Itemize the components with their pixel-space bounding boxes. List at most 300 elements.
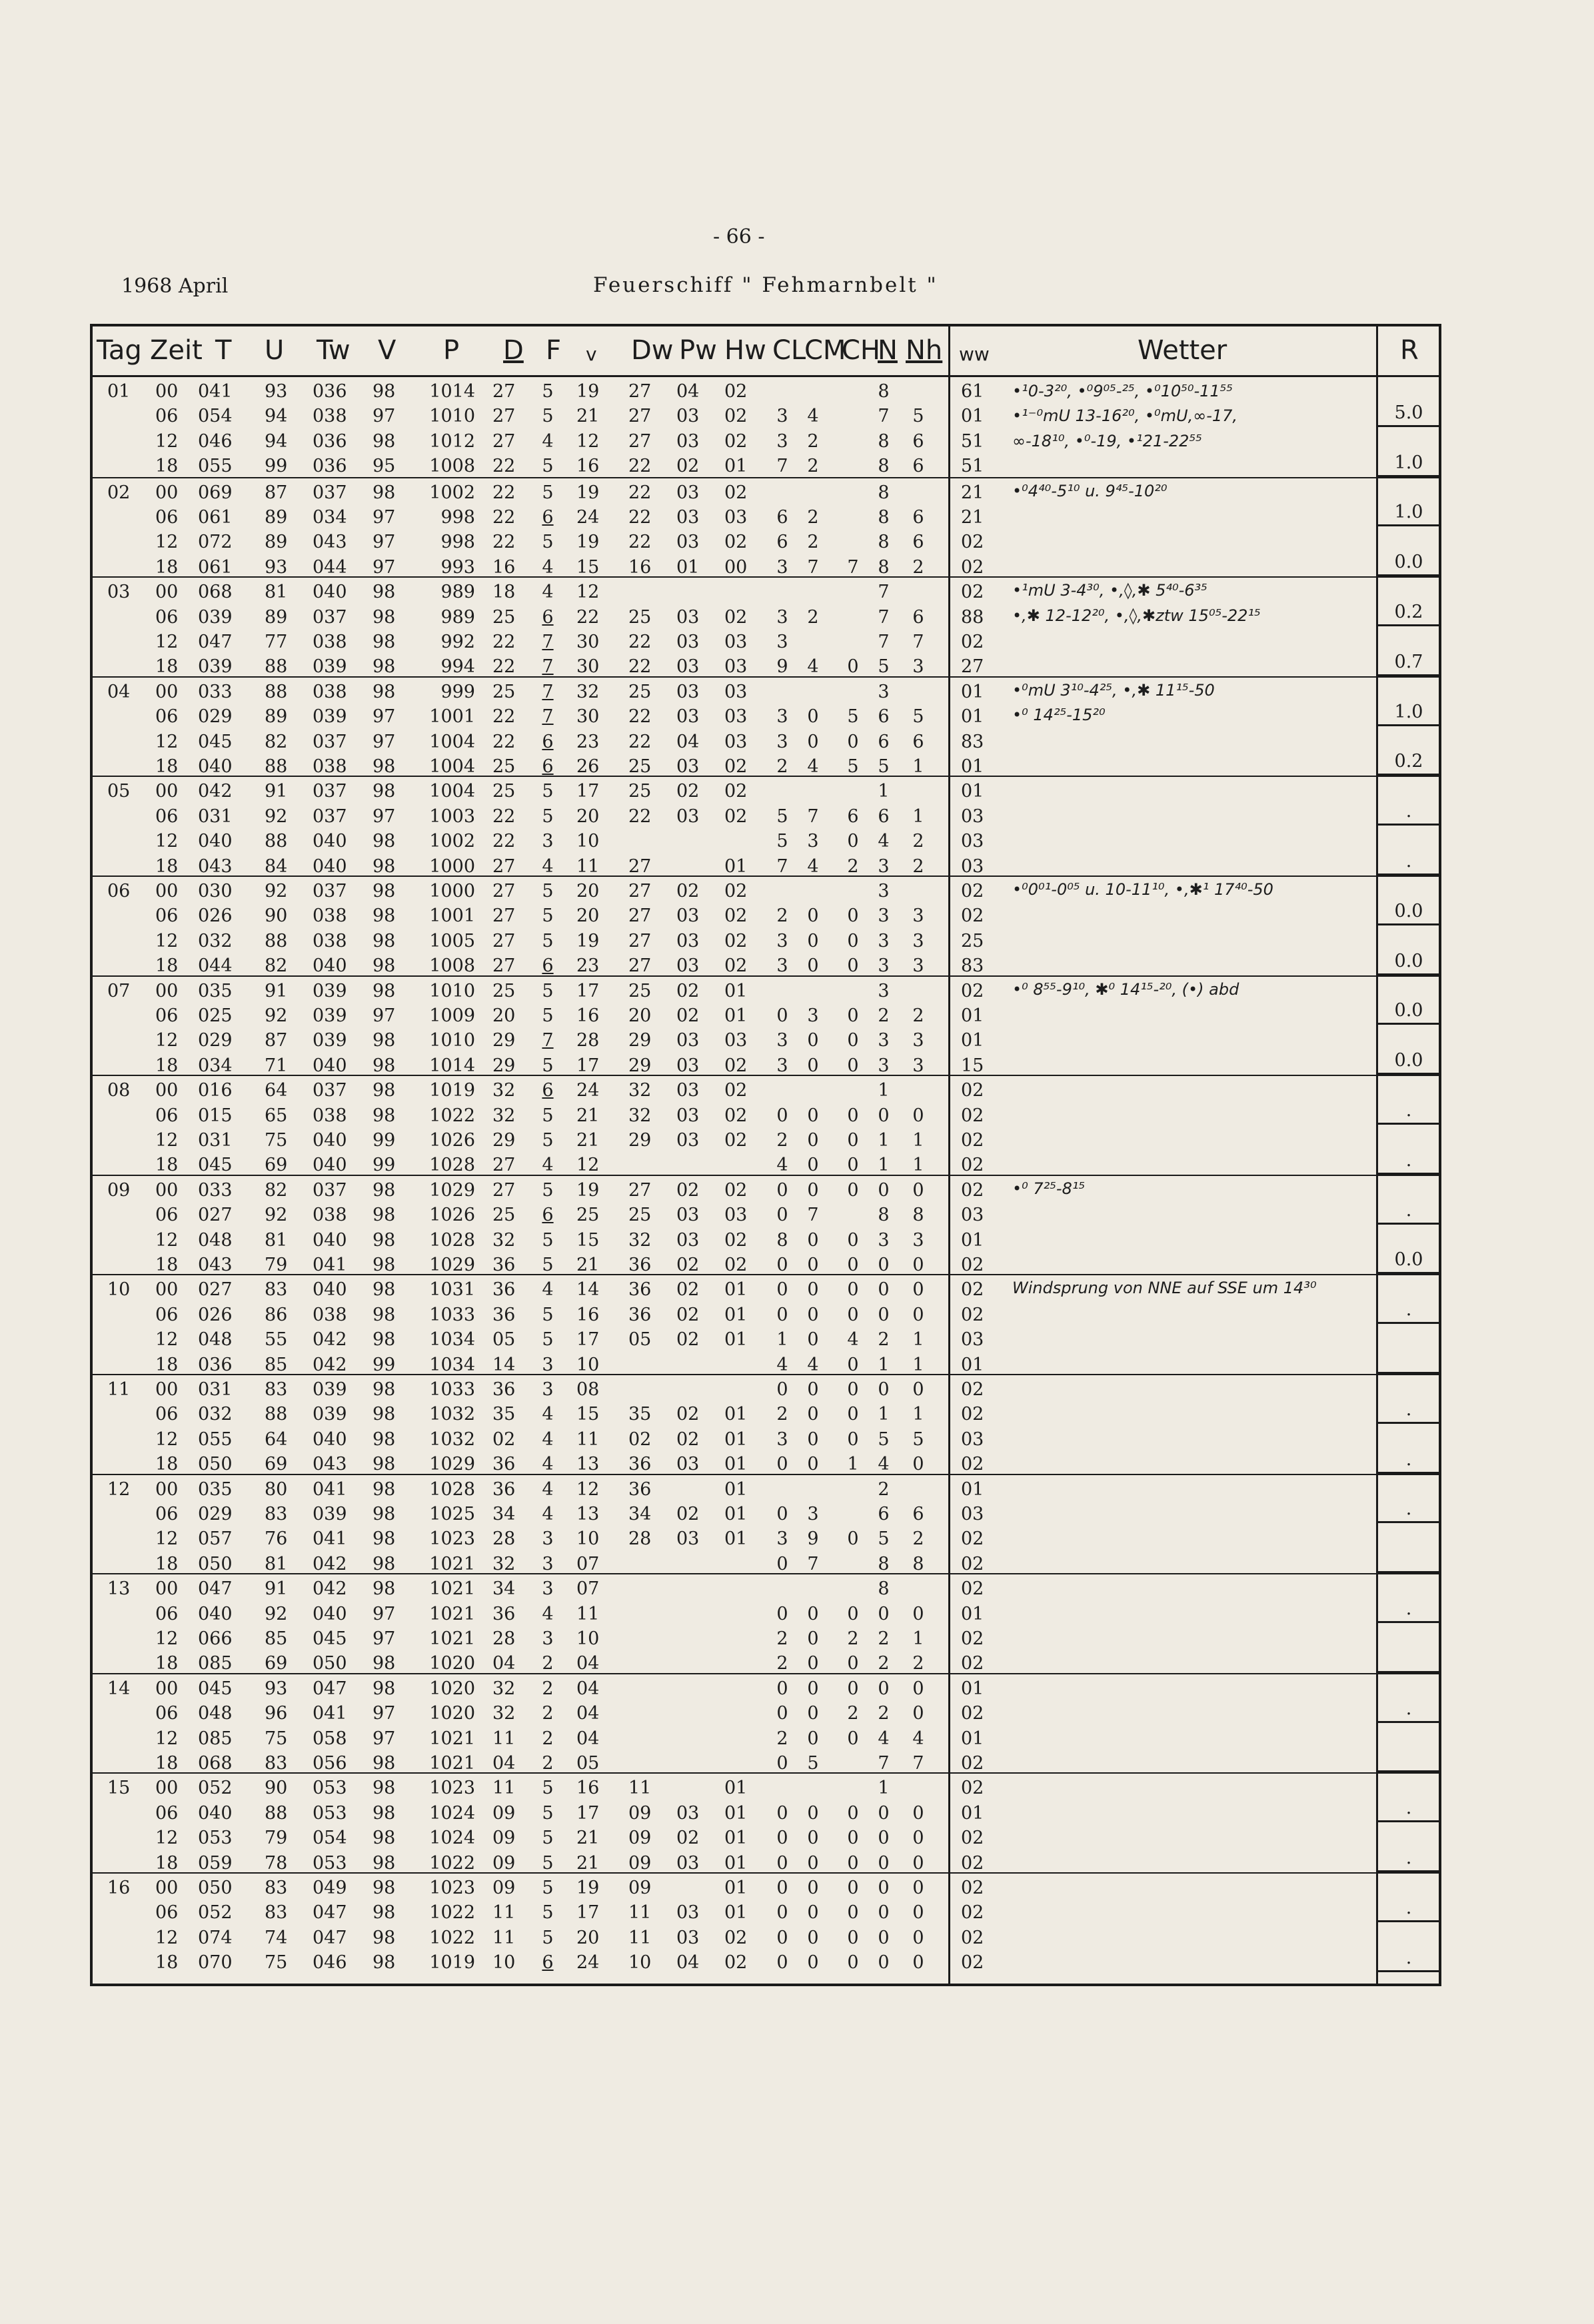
f-cell: 4 (542, 856, 554, 877)
zeit-cell: 06 (155, 1503, 179, 1524)
f-cell: 6 (542, 955, 554, 977)
d-cell: 32 (492, 1105, 516, 1126)
hw-cell: 01 (724, 1528, 748, 1550)
ww-cell: 02 (961, 1155, 984, 1176)
f-cell: 5 (542, 1129, 554, 1151)
u-cell: 92 (265, 1603, 288, 1624)
n-cell: 1 (878, 1354, 890, 1375)
cl-cell: 0 (776, 1503, 788, 1524)
r-cell (1376, 1523, 1441, 1573)
u-cell: 71 (265, 1055, 288, 1076)
table-row (93, 1776, 1439, 1800)
ww-cell: 01 (961, 1802, 984, 1824)
ww-cell: 01 (961, 1678, 984, 1699)
zeit-cell: 18 (155, 1055, 179, 1076)
table-row (93, 1602, 1439, 1626)
nh-cell: 0 (912, 1279, 924, 1301)
hw-cell: 01 (724, 1902, 748, 1924)
ww-cell: 02 (961, 1952, 984, 1974)
v2-cell: 20 (576, 881, 600, 901)
u-cell: 83 (265, 1902, 288, 1924)
f-cell: 6 (542, 1952, 554, 1974)
zeit-cell: 18 (155, 1852, 179, 1874)
cm-cell (803, 879, 823, 903)
day-cell: 07 (107, 980, 131, 1001)
v2-cell: 28 (576, 1030, 600, 1051)
table-row (93, 1078, 1439, 1103)
r-value: . (1405, 1299, 1412, 1321)
u-cell: 85 (265, 1354, 288, 1375)
r-cell (1376, 1573, 1441, 1623)
cl-cell (772, 779, 792, 804)
tw-cell: 040 (313, 1155, 347, 1176)
ch-cell: 0 (847, 656, 859, 678)
f-cell: 5 (542, 1802, 554, 1824)
t-cell: 029 (198, 706, 233, 728)
nh-cell: 0 (912, 1105, 924, 1126)
nh-cell: 1 (912, 1628, 924, 1649)
tw-cell: 047 (313, 1902, 347, 1924)
p-cell: 1012 (429, 430, 475, 452)
col-header-r: R (1400, 335, 1419, 366)
cl-cell: 0 (776, 1553, 788, 1574)
table-row (93, 804, 1439, 829)
p-cell: 1001 (429, 905, 475, 927)
tw-cell: 041 (313, 1254, 347, 1275)
t-cell: 052 (198, 1902, 233, 1924)
p-cell: 999 (440, 681, 475, 702)
v-cell: 98 (373, 1653, 396, 1674)
cl-cell: 0 (776, 1379, 788, 1400)
nh-cell: 2 (912, 856, 924, 877)
hw-cell: 03 (724, 656, 748, 678)
r-cell (1376, 477, 1441, 527)
r-value: 0.7 (1394, 651, 1423, 672)
hw-cell: 02 (724, 1129, 748, 1151)
n-cell: 0 (878, 1902, 890, 1924)
ch-cell: 0 (847, 1952, 859, 1974)
r-value: . (1405, 1798, 1412, 1819)
ch-cell: 0 (847, 831, 859, 852)
zeit-cell: 00 (155, 1179, 179, 1201)
dw-cell: 27 (628, 430, 652, 452)
cl-cell: 0 (776, 1005, 788, 1026)
zeit-cell: 00 (155, 881, 179, 901)
nh-cell: 6 (912, 430, 924, 452)
u-cell: 88 (265, 1802, 288, 1824)
v-cell: 98 (373, 856, 396, 877)
d-cell: 22 (492, 706, 516, 728)
v-cell: 98 (373, 1105, 396, 1126)
v2-cell: 08 (576, 1379, 600, 1400)
tw-cell: 036 (313, 430, 347, 452)
ch-cell: 0 (847, 1005, 859, 1026)
col-header-hw: Hw (724, 335, 766, 366)
v-cell: 99 (373, 1129, 396, 1151)
v2-cell: 22 (576, 606, 600, 628)
ch-cell (843, 505, 863, 530)
r-value: . (1405, 1399, 1412, 1420)
t-cell: 039 (198, 656, 233, 678)
zeit-cell: 18 (155, 1553, 179, 1574)
f-cell: 4 (542, 1603, 554, 1624)
pw-cell: 02 (676, 980, 700, 1001)
dw-cell: 28 (628, 1528, 652, 1550)
zeit-cell: 06 (155, 1802, 179, 1824)
cl-cell: 3 (776, 1030, 788, 1051)
r-cell (1376, 1922, 1441, 1972)
cl-cell: 2 (776, 905, 788, 927)
f-cell: 4 (542, 1454, 554, 1475)
v2-cell: 04 (576, 1728, 600, 1749)
cl-cell: 0 (776, 1279, 788, 1301)
nh-cell: 0 (912, 1852, 924, 1874)
col-header-tag: Tag (97, 335, 142, 366)
t-cell: 029 (198, 1030, 233, 1051)
n-cell: 8 (878, 532, 890, 553)
f-cell: 2 (542, 1703, 554, 1724)
d-cell: 34 (492, 1503, 516, 1524)
cl-cell: 3 (776, 930, 788, 951)
p-cell: 1020 (429, 1678, 475, 1699)
r-value: 1.0 (1394, 701, 1423, 722)
ch-cell: 5 (847, 706, 859, 728)
t-cell: 061 (198, 556, 233, 578)
d-cell: 25 (492, 1205, 516, 1226)
p-cell: 998 (440, 532, 475, 553)
tw-cell: 040 (313, 1055, 347, 1076)
cm-cell: 4 (807, 756, 819, 777)
d-cell: 35 (492, 1404, 516, 1425)
table-row (93, 1801, 1439, 1826)
hw-cell: 01 (724, 1503, 748, 1524)
cl-cell: 9 (776, 656, 788, 678)
t-cell: 059 (198, 1852, 233, 1874)
r-cell (1376, 1872, 1441, 1922)
cm-cell (803, 680, 823, 704)
tw-cell: 038 (313, 905, 347, 927)
v-cell: 97 (373, 1603, 396, 1624)
v2-cell: 17 (576, 1329, 600, 1351)
nh-cell: 3 (912, 1055, 924, 1076)
cl-cell: 3 (776, 955, 788, 977)
cl-cell: 0 (776, 1752, 788, 1774)
f-cell: 2 (542, 1752, 554, 1774)
p-cell: 993 (440, 556, 475, 578)
nh-cell: 0 (912, 1603, 924, 1624)
t-cell: 025 (198, 1005, 233, 1026)
d-cell: 32 (492, 1703, 516, 1724)
p-cell: 994 (440, 656, 475, 678)
tw-cell: 037 (313, 781, 347, 802)
n-cell: 1 (878, 1129, 890, 1151)
ch-cell: 0 (847, 1129, 859, 1151)
d-cell: 02 (492, 1429, 516, 1450)
cm-cell: 0 (807, 1254, 819, 1275)
f-cell: 5 (542, 930, 554, 951)
f-cell: 2 (542, 1653, 554, 1674)
v2-cell: 16 (576, 1778, 600, 1799)
ww-cell: 02 (961, 556, 984, 578)
f-cell: 7 (542, 1030, 554, 1051)
ch-cell: 0 (847, 955, 859, 977)
dw-cell: 16 (628, 556, 652, 578)
wetter-remark: •⁰mU 3¹⁰-4²⁵, •,✱ 11¹⁵-50 (1012, 680, 1215, 700)
table-row (93, 1003, 1439, 1028)
ch-cell: 0 (847, 1030, 859, 1051)
dw-cell: 25 (628, 1205, 652, 1226)
zeit-cell: 00 (155, 980, 179, 1001)
cm-cell: 0 (807, 905, 819, 927)
table-row (93, 505, 1439, 530)
cm-cell (803, 1576, 823, 1601)
f-cell: 4 (542, 1279, 554, 1301)
t-cell: 016 (198, 1080, 233, 1101)
t-cell: 047 (198, 631, 233, 652)
table-row (93, 1128, 1439, 1153)
day-block (93, 576, 1439, 676)
v-cell: 98 (373, 1404, 396, 1425)
d-cell: 25 (492, 980, 516, 1001)
f-cell: 4 (542, 1478, 554, 1500)
ww-cell: 88 (961, 606, 984, 628)
v2-cell: 23 (576, 731, 600, 752)
cl-cell: 0 (776, 1105, 788, 1126)
v-cell: 97 (373, 1703, 396, 1724)
u-cell: 89 (265, 532, 288, 553)
v-cell: 98 (373, 1553, 396, 1574)
cl-cell: 3 (776, 606, 788, 628)
v2-cell: 10 (576, 1354, 600, 1375)
u-cell: 69 (265, 1454, 288, 1475)
t-cell: 040 (198, 1802, 233, 1824)
f-cell: 7 (542, 706, 554, 728)
ww-cell: 21 (961, 482, 984, 503)
v-cell: 97 (373, 806, 396, 827)
f-cell: 5 (542, 1055, 554, 1076)
u-cell: 88 (265, 656, 288, 678)
t-cell: 031 (198, 806, 233, 827)
col-header-tw: Tw (317, 335, 351, 366)
t-cell: 040 (198, 831, 233, 852)
day-block (93, 1175, 1439, 1275)
p-cell: 1004 (429, 781, 475, 802)
dw-cell: 25 (628, 681, 652, 702)
zeit-cell: 00 (155, 1578, 179, 1600)
cm-cell: 0 (807, 1105, 819, 1126)
nh-cell (908, 1078, 928, 1103)
r-cell (1376, 1274, 1441, 1324)
r-value: . (1405, 801, 1412, 822)
n-cell: 6 (878, 806, 890, 827)
v-cell: 98 (373, 1778, 396, 1799)
pw-cell: 03 (676, 1129, 700, 1151)
t-cell: 069 (198, 482, 233, 503)
ch-cell: 0 (847, 1254, 859, 1275)
cm-cell (803, 1776, 823, 1800)
u-cell: 92 (265, 806, 288, 827)
cm-cell: 2 (807, 506, 819, 528)
r-value: . (1405, 1199, 1412, 1221)
nh-cell: 1 (912, 1329, 924, 1351)
cl-cell: 0 (776, 1603, 788, 1624)
ww-cell: 01 (961, 706, 984, 728)
hw-cell: 01 (724, 1802, 748, 1824)
cl-cell: 0 (776, 1678, 788, 1699)
r-cell (1376, 875, 1441, 925)
tw-cell: 039 (313, 1503, 347, 1524)
tw-cell: 058 (313, 1728, 347, 1749)
pw-cell: 03 (676, 631, 700, 652)
table-row (93, 1900, 1439, 1925)
n-cell: 2 (878, 1628, 890, 1649)
cl-cell: 5 (776, 806, 788, 827)
tw-cell: 040 (313, 1279, 347, 1301)
ww-cell: 02 (961, 1828, 984, 1849)
r-value: 0.2 (1394, 751, 1423, 772)
n-cell: 8 (878, 381, 890, 402)
tw-cell: 044 (313, 556, 347, 578)
v-cell: 98 (373, 1902, 396, 1924)
u-cell: 82 (265, 731, 288, 752)
n-cell: 2 (878, 1478, 890, 1500)
hw-cell: 01 (724, 1478, 748, 1500)
t-cell: 048 (198, 1229, 233, 1251)
v-cell: 98 (373, 681, 396, 702)
dw-cell: 25 (628, 980, 652, 1001)
ch-cell: 0 (847, 1678, 859, 1699)
t-cell: 048 (198, 1329, 233, 1351)
table-row (93, 1701, 1439, 1726)
n-cell: 3 (878, 955, 890, 977)
tw-cell: 036 (313, 456, 347, 477)
f-cell: 4 (542, 1404, 554, 1425)
dw-cell: 11 (628, 1927, 652, 1948)
d-cell: 27 (492, 1155, 516, 1176)
cm-cell (803, 379, 823, 404)
pw-cell: 03 (676, 706, 700, 728)
f-cell: 5 (542, 980, 554, 1001)
v-cell: 97 (373, 1005, 396, 1026)
v2-cell: 24 (576, 1080, 600, 1101)
p-cell: 1000 (429, 856, 475, 877)
n-cell: 3 (878, 681, 890, 702)
pw-cell: 02 (676, 881, 700, 901)
v-cell: 98 (373, 1279, 396, 1301)
f-cell: 3 (542, 1553, 554, 1574)
hw-cell: 03 (724, 1030, 748, 1051)
pw-cell: 03 (676, 1454, 700, 1475)
dw-cell: 25 (628, 606, 652, 628)
tw-cell: 040 (313, 955, 347, 977)
p-cell: 1005 (429, 930, 475, 951)
hw-cell: 02 (724, 781, 748, 802)
d-cell: 29 (492, 1055, 516, 1076)
r-value: . (1405, 1698, 1412, 1719)
ww-cell: 15 (961, 1055, 984, 1076)
v-cell: 97 (373, 1628, 396, 1649)
dw-cell: 27 (628, 905, 652, 927)
p-cell: 989 (440, 582, 475, 603)
cm-cell: 3 (807, 831, 819, 852)
cl-cell (772, 379, 792, 404)
ch-cell: 0 (847, 1229, 859, 1251)
dw-cell: 29 (628, 1129, 652, 1151)
wetter-remark: •⁰ 14²⁵-15²⁰ (1012, 706, 1106, 725)
nh-cell: 1 (912, 1155, 924, 1176)
n-cell: 7 (878, 406, 890, 427)
f-cell: 2 (542, 1678, 554, 1699)
table-row (93, 1576, 1439, 1601)
f-cell: 6 (542, 1205, 554, 1226)
tw-cell: 054 (313, 1828, 347, 1849)
v2-cell: 25 (576, 1205, 600, 1226)
cm-cell: 0 (807, 1229, 819, 1251)
dw-cell: 27 (628, 856, 652, 877)
table-row (93, 1203, 1439, 1227)
ch-cell (843, 429, 863, 454)
u-cell: 99 (265, 456, 288, 477)
r-cell (1376, 1075, 1441, 1125)
nh-cell: 6 (912, 1503, 924, 1524)
v-cell: 98 (373, 582, 396, 603)
wetter-remark: •⁰0⁰¹-0⁰⁵ u. 10-11¹⁰, •,✱¹ 17⁴⁰-50 (1012, 880, 1273, 899)
p-cell: 1029 (429, 1254, 475, 1275)
t-cell: 031 (198, 1129, 233, 1151)
day-cell: 11 (107, 1379, 131, 1400)
n-cell: 0 (878, 1802, 890, 1824)
wetter-remark: •¹mU 3-4³⁰, •,◊,✱ 5⁴⁰-6³⁵ (1012, 581, 1207, 600)
dw-cell: 10 (628, 1952, 652, 1974)
v2-cell: 19 (576, 482, 600, 503)
r-cell (1376, 526, 1441, 576)
hw-cell: 03 (724, 1205, 748, 1226)
r-value: . (1405, 1598, 1412, 1619)
u-cell: 92 (265, 1005, 288, 1026)
t-cell: 050 (198, 1553, 233, 1574)
pw-cell: 03 (676, 905, 700, 927)
col-header-pw: Pw (679, 335, 717, 366)
tw-cell: 050 (313, 1653, 347, 1674)
pw-cell: 02 (676, 1503, 700, 1524)
v2-cell: 21 (576, 1852, 600, 1874)
table-row (93, 1427, 1439, 1452)
t-cell: 027 (198, 1279, 233, 1301)
hw-cell: 02 (724, 1229, 748, 1251)
dw-cell: 27 (628, 1179, 652, 1201)
r-value: 0.0 (1394, 1249, 1423, 1271)
u-cell: 88 (265, 1404, 288, 1425)
d-cell: 20 (492, 1005, 516, 1026)
ww-cell: 02 (961, 1105, 984, 1126)
ww-cell: 02 (961, 582, 984, 603)
tw-cell: 053 (313, 1802, 347, 1824)
dw-cell: 22 (628, 806, 652, 827)
u-cell: 91 (265, 980, 288, 1001)
p-cell: 1004 (429, 756, 475, 777)
r-value: 0.0 (1394, 1050, 1423, 1071)
hw-cell: 02 (724, 482, 748, 503)
v-cell: 98 (373, 1578, 396, 1600)
n-cell: 8 (878, 1205, 890, 1226)
v-cell: 98 (373, 1503, 396, 1524)
t-cell: 027 (198, 1205, 233, 1226)
cm-cell: 0 (807, 1728, 819, 1749)
zeit-cell: 00 (155, 1478, 179, 1500)
d-cell: 22 (492, 532, 516, 553)
d-cell: 27 (492, 381, 516, 402)
r-cell (1376, 1324, 1441, 1374)
